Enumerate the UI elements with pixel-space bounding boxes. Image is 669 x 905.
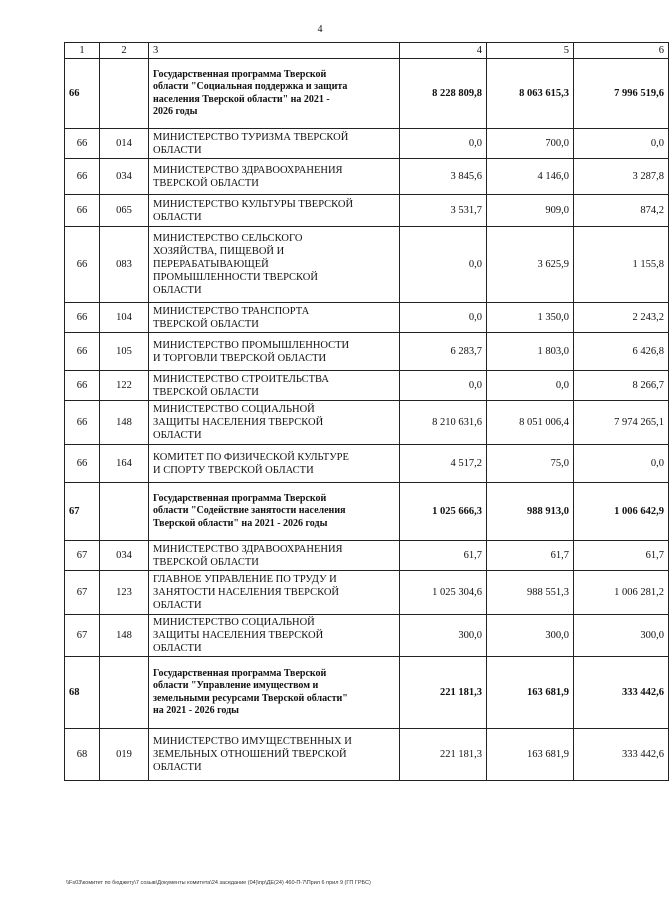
- cell-name: МИНИСТЕРСТВО ЗДРАВООХРАНЕНИЯ ТВЕРСКОЙ ОБЛАСТИ: [149, 159, 400, 195]
- cell-value-2026: 6 426,8: [574, 333, 669, 371]
- cell-value-2025: 163 681,9: [487, 657, 574, 729]
- cell-admin-code: 019: [100, 729, 149, 781]
- cell-value-2026: 1 006 281,2: [574, 571, 669, 615]
- cell-value-2026: 1 006 642,9: [574, 483, 669, 541]
- table-row: [65, 571, 669, 615]
- cell-program-code: 66: [65, 227, 100, 303]
- cell-value-2024: 221 181,3: [400, 657, 487, 729]
- cell-value-2024: 0,0: [400, 303, 487, 333]
- header-col-3: 3: [149, 43, 400, 59]
- table-row: [65, 333, 669, 371]
- cell-value-2024: 4 517,2: [400, 445, 487, 483]
- cell-value-2026: 61,7: [574, 541, 669, 571]
- cell-admin-code: 065: [100, 195, 149, 227]
- table-row: [65, 227, 669, 303]
- cell-value-2025: 0,0: [487, 371, 574, 401]
- cell-value-2026: 2 243,2: [574, 303, 669, 333]
- header-col-2: 2: [100, 43, 149, 59]
- cell-value-2024: 0,0: [400, 129, 487, 159]
- cell-name: МИНИСТЕРСТВО КУЛЬТУРЫ ТВЕРСКОЙ ОБЛАСТИ: [149, 195, 400, 227]
- program-row: [65, 59, 669, 129]
- cell-name: МИНИСТЕРСТВО ПРОМЫШЛЕННОСТИ И ТОРГОВЛИ ТВЕРСКОЙ ОБЛАСТИ: [149, 333, 400, 371]
- cell-value-2025: 61,7: [487, 541, 574, 571]
- cell-admin-code: 164: [100, 445, 149, 483]
- cell-value-2024: 1 025 304,6: [400, 571, 487, 615]
- cell-program-code: 67: [65, 483, 100, 541]
- table-row: [65, 195, 669, 227]
- cell-name: МИНИСТЕРСТВО СЕЛЬСКОГО ХОЗЯЙСТВА, ПИЩЕВОЙ И ПЕРЕРАБАТЫВАЮЩЕЙ ПРОМЫШЛЕННОСТИ ТВЕРСКОЙ ОБЛАСТИ: [149, 227, 400, 303]
- cell-value-2024: 61,7: [400, 541, 487, 571]
- table-row: [65, 371, 669, 401]
- cell-value-2025: 75,0: [487, 445, 574, 483]
- cell-value-2025: 988 551,3: [487, 571, 574, 615]
- table-row: [65, 129, 669, 159]
- cell-program-code: 68: [65, 657, 100, 729]
- cell-value-2025: 8 063 615,3: [487, 59, 574, 129]
- cell-value-2026: 8 266,7: [574, 371, 669, 401]
- cell-name: МИНИСТЕРСТВО ИМУЩЕСТВЕННЫХ И ЗЕМЕЛЬНЫХ ОТНОШЕНИЙ ТВЕРСКОЙ ОБЛАСТИ: [149, 729, 400, 781]
- cell-value-2026: 7 996 519,6: [574, 59, 669, 129]
- table-row: [65, 159, 669, 195]
- cell-value-2026: 874,2: [574, 195, 669, 227]
- cell-value-2026: 7 974 265,1: [574, 401, 669, 445]
- table-row: [65, 303, 669, 333]
- table-row: [65, 729, 669, 781]
- cell-value-2024: 6 283,7: [400, 333, 487, 371]
- cell-value-2025: 8 051 006,4: [487, 401, 574, 445]
- cell-name: Государственная программа Тверской области "Социальная поддержка и защита населения Тверской области" на 2021 - 2026 годы: [149, 59, 400, 129]
- budget-table: [64, 42, 669, 781]
- cell-value-2026: 3 287,8: [574, 159, 669, 195]
- cell-program-code: 66: [65, 195, 100, 227]
- table-row: [65, 401, 669, 445]
- cell-value-2025: 1 350,0: [487, 303, 574, 333]
- header-col-5: 5: [487, 43, 574, 59]
- cell-admin-code: [100, 657, 149, 729]
- cell-value-2026: 333 442,6: [574, 729, 669, 781]
- cell-value-2026: 333 442,6: [574, 657, 669, 729]
- cell-value-2025: 700,0: [487, 129, 574, 159]
- cell-value-2026: 1 155,8: [574, 227, 669, 303]
- cell-value-2025: 163 681,9: [487, 729, 574, 781]
- cell-admin-code: 122: [100, 371, 149, 401]
- table-row: [65, 615, 669, 657]
- program-row: [65, 657, 669, 729]
- cell-admin-code: [100, 59, 149, 129]
- cell-value-2024: 0,0: [400, 227, 487, 303]
- cell-value-2026: 300,0: [574, 615, 669, 657]
- cell-value-2024: 300,0: [400, 615, 487, 657]
- file-path-footer: \\Fs03\комитет по бюджету\7 созыв\Документы комитета\24 заседание (04)\пр\ДЕ(24) 460-П-7\Прил 6 прил 9 (ГП ГРБС): [66, 880, 371, 886]
- table-row: [65, 541, 669, 571]
- cell-value-2026: 0,0: [574, 129, 669, 159]
- cell-admin-code: 034: [100, 541, 149, 571]
- cell-admin-code: 083: [100, 227, 149, 303]
- cell-admin-code: [100, 483, 149, 541]
- cell-program-code: 66: [65, 303, 100, 333]
- cell-program-code: 66: [65, 401, 100, 445]
- cell-value-2024: 8 228 809,8: [400, 59, 487, 129]
- cell-name: МИНИСТЕРСТВО ЗДРАВООХРАНЕНИЯ ТВЕРСКОЙ ОБЛАСТИ: [149, 541, 400, 571]
- cell-value-2025: 909,0: [487, 195, 574, 227]
- cell-value-2025: 1 803,0: [487, 333, 574, 371]
- cell-program-code: 66: [65, 59, 100, 129]
- cell-name: МИНИСТЕРСТВО ТУРИЗМА ТВЕРСКОЙ ОБЛАСТИ: [149, 129, 400, 159]
- table-row: [65, 445, 669, 483]
- cell-value-2025: 988 913,0: [487, 483, 574, 541]
- cell-value-2025: 3 625,9: [487, 227, 574, 303]
- cell-value-2025: 4 146,0: [487, 159, 574, 195]
- cell-value-2026: 0,0: [574, 445, 669, 483]
- cell-admin-code: 034: [100, 159, 149, 195]
- cell-admin-code: 105: [100, 333, 149, 371]
- cell-name: Государственная программа Тверской области "Содействие занятости населения Тверской области" на 2021 - 2026 годы: [149, 483, 400, 541]
- header-col-1: 1: [65, 43, 100, 59]
- cell-name: МИНИСТЕРСТВО СОЦИАЛЬНОЙ ЗАЩИТЫ НАСЕЛЕНИЯ ТВЕРСКОЙ ОБЛАСТИ: [149, 401, 400, 445]
- header-col-6: 6: [574, 43, 669, 59]
- cell-name: КОМИТЕТ ПО ФИЗИЧЕСКОЙ КУЛЬТУРЕ И СПОРТУ ТВЕРСКОЙ ОБЛАСТИ: [149, 445, 400, 483]
- header-row: [65, 43, 669, 59]
- cell-program-code: 67: [65, 615, 100, 657]
- cell-value-2024: 8 210 631,6: [400, 401, 487, 445]
- cell-name: МИНИСТЕРСТВО СТРОИТЕЛЬСТВА ТВЕРСКОЙ ОБЛАСТИ: [149, 371, 400, 401]
- cell-program-code: 68: [65, 729, 100, 781]
- cell-name: МИНИСТЕРСТВО СОЦИАЛЬНОЙ ЗАЩИТЫ НАСЕЛЕНИЯ ТВЕРСКОЙ ОБЛАСТИ: [149, 615, 400, 657]
- cell-program-code: 66: [65, 129, 100, 159]
- cell-value-2025: 300,0: [487, 615, 574, 657]
- page-number: 4: [317, 24, 323, 35]
- cell-program-code: 66: [65, 159, 100, 195]
- header-col-4: 4: [400, 43, 487, 59]
- cell-name: МИНИСТЕРСТВО ТРАНСПОРТА ТВЕРСКОЙ ОБЛАСТИ: [149, 303, 400, 333]
- cell-program-code: 66: [65, 371, 100, 401]
- cell-admin-code: 104: [100, 303, 149, 333]
- cell-value-2024: 1 025 666,3: [400, 483, 487, 541]
- cell-admin-code: 014: [100, 129, 149, 159]
- cell-name: ГЛАВНОЕ УПРАВЛЕНИЕ ПО ТРУДУ И ЗАНЯТОСТИ НАСЕЛЕНИЯ ТВЕРСКОЙ ОБЛАСТИ: [149, 571, 400, 615]
- cell-name: Государственная программа Тверской области "Управление имуществом и земельными ресурсами Тверской области" на 2021 - 2026 годы: [149, 657, 400, 729]
- cell-admin-code: 123: [100, 571, 149, 615]
- cell-program-code: 66: [65, 445, 100, 483]
- cell-program-code: 66: [65, 333, 100, 371]
- cell-program-code: 67: [65, 541, 100, 571]
- cell-value-2024: 3 531,7: [400, 195, 487, 227]
- cell-value-2024: 3 845,6: [400, 159, 487, 195]
- cell-admin-code: 148: [100, 401, 149, 445]
- cell-program-code: 67: [65, 571, 100, 615]
- cell-value-2024: 0,0: [400, 371, 487, 401]
- cell-value-2024: 221 181,3: [400, 729, 487, 781]
- cell-admin-code: 148: [100, 615, 149, 657]
- program-row: [65, 483, 669, 541]
